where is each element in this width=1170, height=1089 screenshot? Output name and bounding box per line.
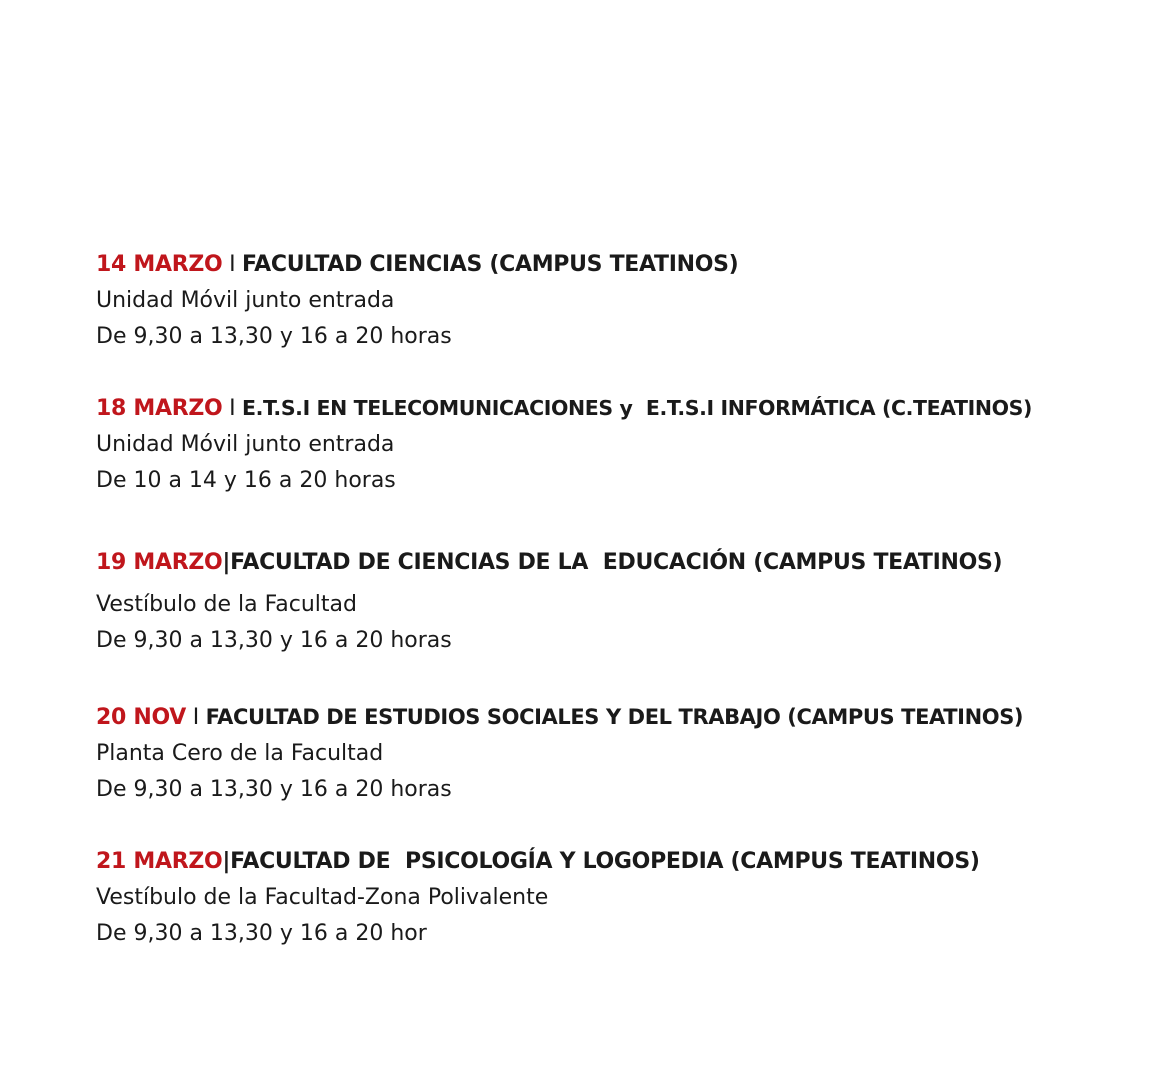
entry-separator: I [186,705,206,730]
entry-location: Vestíbulo de la Facultad-Zona Polivalente [96,885,549,910]
entry-venue: FACULTAD DE ESTUDIOS SOCIALES Y DEL TRABAJO (CAMPUS TEATINOS) [205,705,1024,729]
schedule-entry [96,394,1032,495]
entry-heading [96,848,980,876]
entry-date: 18 MARZO [96,396,223,421]
entry-location: Unidad Móvil junto entrada [96,432,395,457]
entry-location: Vestíbulo de la Facultad [96,592,357,617]
entry-separator: | [222,849,231,874]
entry-heading [96,703,1023,732]
schedule-entry [96,703,1023,804]
entry-date: 20 NOV [96,705,187,730]
entry-separator: I [222,396,242,421]
entry-separator: | [222,550,231,575]
entry-hours: De 9,30 a 13,30 y 16 a 20 horas [96,324,452,349]
entry-hours: De 9,30 a 13,30 y 16 a 20 hor [96,921,427,946]
entry-separator: I [222,252,242,277]
entry-hours: De 10 a 14 y 16 a 20 horas [96,468,396,493]
entry-venue: E.T.S.I EN TELECOMUNICACIONES y E.T.S.I INFORMÁTICA (C.TEATINOS) [241,396,1032,420]
entry-heading [96,394,1032,423]
schedule-entry [96,848,980,948]
entry-location: Planta Cero de la Facultad [96,741,384,766]
entry-date: 14 MARZO [96,252,223,277]
entry-hours: De 9,30 a 13,30 y 16 a 20 horas [96,777,452,802]
entry-date: 19 MARZO [96,550,223,575]
entry-venue: FACULTAD DE CIENCIAS DE LA EDUCACIÓN (CAMPUS TEATINOS) [230,550,1003,575]
entry-date: 21 MARZO [96,849,223,874]
entry-location: Unidad Móvil junto entrada [96,288,395,313]
schedule-entry [96,549,1002,655]
entry-heading [96,549,1002,577]
entry-venue: FACULTAD CIENCIAS (CAMPUS TEATINOS) [241,252,739,277]
entry-heading [96,251,738,279]
entry-hours: De 9,30 a 13,30 y 16 a 20 horas [96,628,452,653]
schedule-entry [96,251,738,351]
entry-venue: FACULTAD DE PSICOLOGÍA Y LOGOPEDIA (CAMPUS TEATINOS) [230,849,980,874]
